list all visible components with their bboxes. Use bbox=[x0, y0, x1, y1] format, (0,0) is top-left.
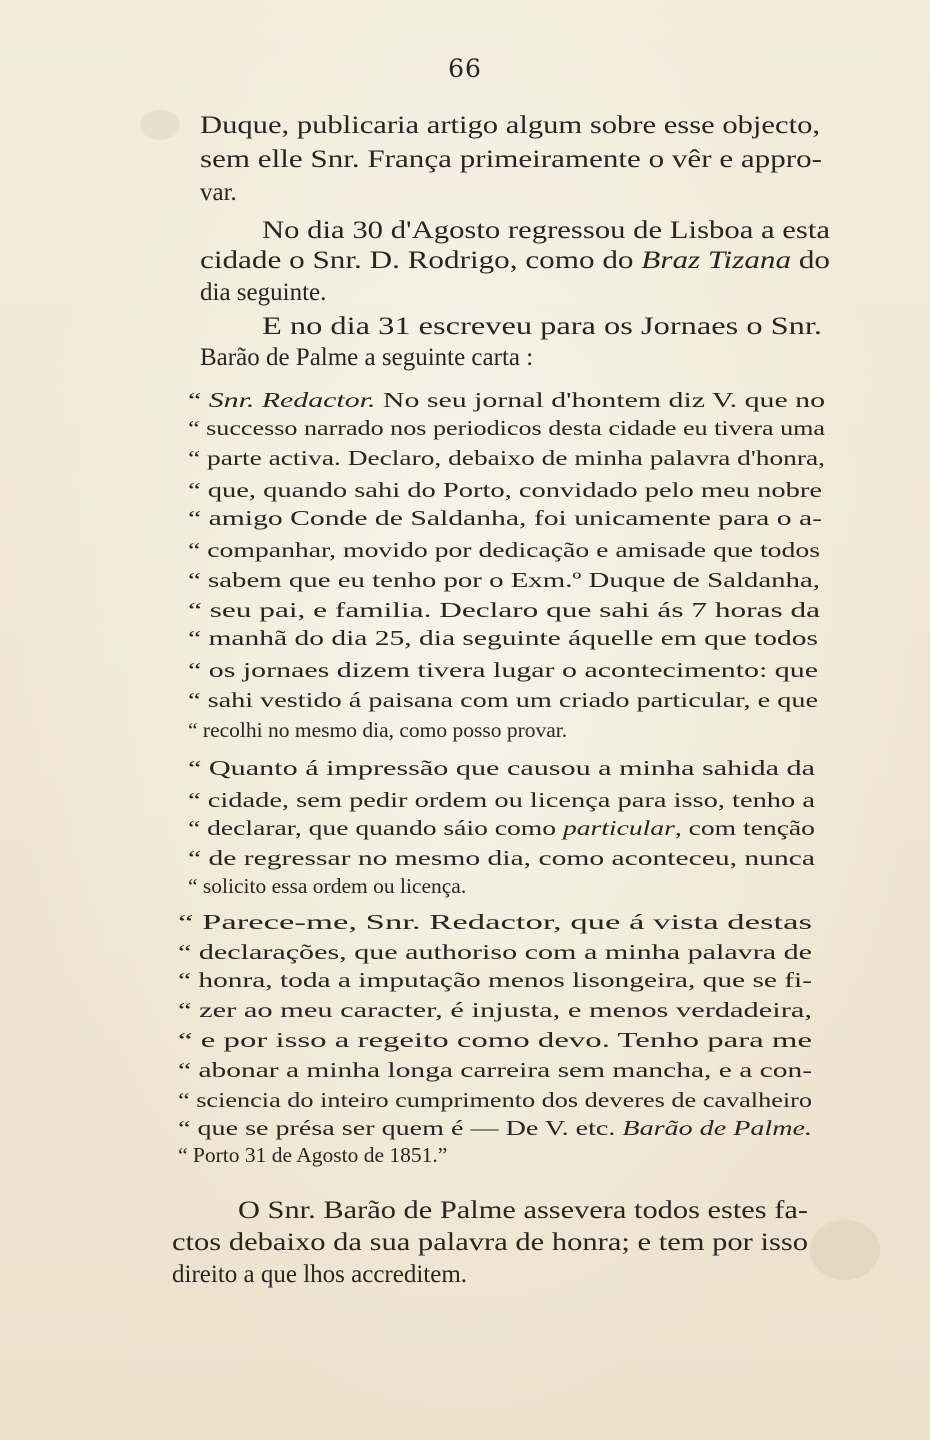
text-line: “ declarar, que quando sáio como particular, com tenção bbox=[188, 816, 815, 840]
page-number: 66 bbox=[448, 54, 482, 83]
paper-stain bbox=[140, 110, 180, 140]
text-line: “ zer ao meu caracter, é injusta, e menos verdadeira, bbox=[178, 998, 812, 1022]
text-line: sem elle Snr. França primeiramente o vêr e appro- bbox=[200, 146, 822, 173]
paper-stain bbox=[810, 1220, 880, 1280]
text-line: “ declarações, que authoriso com a minha palavra de bbox=[178, 940, 813, 964]
text-line: dia seguinte. bbox=[200, 279, 327, 306]
text-line: “ os jornaes dizem tivera lugar o acontecimento: que bbox=[188, 658, 819, 682]
text-line: Duque, publicaria artigo algum sobre esse objecto, bbox=[200, 112, 821, 139]
text-line: “ cidade, sem pedir ordem ou licença para isso, tenho a bbox=[188, 788, 815, 812]
text-line: “ sciencia do inteiro cumprimento dos deveres de cavalheiro bbox=[178, 1088, 813, 1112]
text-line: “ sabem que eu tenho por o Exm.º Duque de Saldanha, bbox=[188, 568, 821, 592]
text-line: “ que, quando sahi do Porto, convidado pelo meu nobre bbox=[188, 478, 823, 502]
text-line: “ que se présa ser quem é — De V. etc. Barão de Palme. bbox=[178, 1116, 813, 1140]
text-line: ctos debaixo da sua palavra de honra; e tem por isso bbox=[172, 1229, 809, 1256]
text-line: “ companhar, movido por dedicação e amisade que todos bbox=[188, 538, 820, 562]
text-line: var. bbox=[200, 179, 237, 206]
text-line: “ Parece-me, Snr. Redactor, que á vista destas bbox=[178, 910, 812, 934]
text-line: “ Snr. Redactor. No seu jornal d'hontem diz V. que no bbox=[188, 388, 826, 412]
text-line: “ Quanto á impressão que causou a minha sahida da bbox=[188, 756, 816, 780]
text-line: “ successo narrado nos periodicos desta cidade eu tivera uma bbox=[188, 416, 826, 440]
text-line: “ amigo Conde de Saldanha, foi unicamente para o a- bbox=[188, 506, 823, 530]
text-line: “ manhã do dia 25, dia seguinte áquelle em que todos bbox=[188, 626, 818, 650]
text-line: “ honra, toda a imputação menos lisongeira, que se fi- bbox=[178, 968, 812, 992]
text-line: “ parte activa. Declaro, debaixo de minha palavra d'honra, bbox=[188, 446, 826, 470]
text-line: O Snr. Barão de Palme assevera todos estes fa- bbox=[238, 1197, 808, 1224]
text-line: “ seu pai, e familia. Declaro que sahi ás 7 horas da bbox=[188, 598, 821, 622]
text-line: “ e por isso a regeito como devo. Tenho para me bbox=[178, 1028, 813, 1052]
text-line: “ Porto 31 de Agosto de 1851.” bbox=[178, 1143, 448, 1167]
text-line: “ de regressar no mesmo dia, como aconteceu, nunca bbox=[188, 846, 815, 870]
text-line: E no dia 31 escreveu para os Jornaes o Snr. bbox=[262, 313, 822, 340]
text-line: “ solicito essa ordem ou licença. bbox=[188, 874, 467, 898]
text-line: “ sahi vestido á paisana com um criado particular, e que bbox=[188, 688, 819, 712]
text-line: No dia 30 d'Agosto regressou de Lisboa a esta bbox=[262, 217, 831, 244]
text-line: direito a que lhos accreditem. bbox=[172, 1261, 468, 1288]
text-line: Barão de Palme a seguinte carta : bbox=[200, 344, 534, 371]
text-line: cidade o Snr. D. Rodrigo, como do Braz Tizana do bbox=[200, 247, 831, 274]
text-line: “ recolhi no mesmo dia, como posso provar. bbox=[188, 718, 568, 742]
text-line: “ abonar a minha longa carreira sem mancha, e a con- bbox=[178, 1058, 813, 1082]
